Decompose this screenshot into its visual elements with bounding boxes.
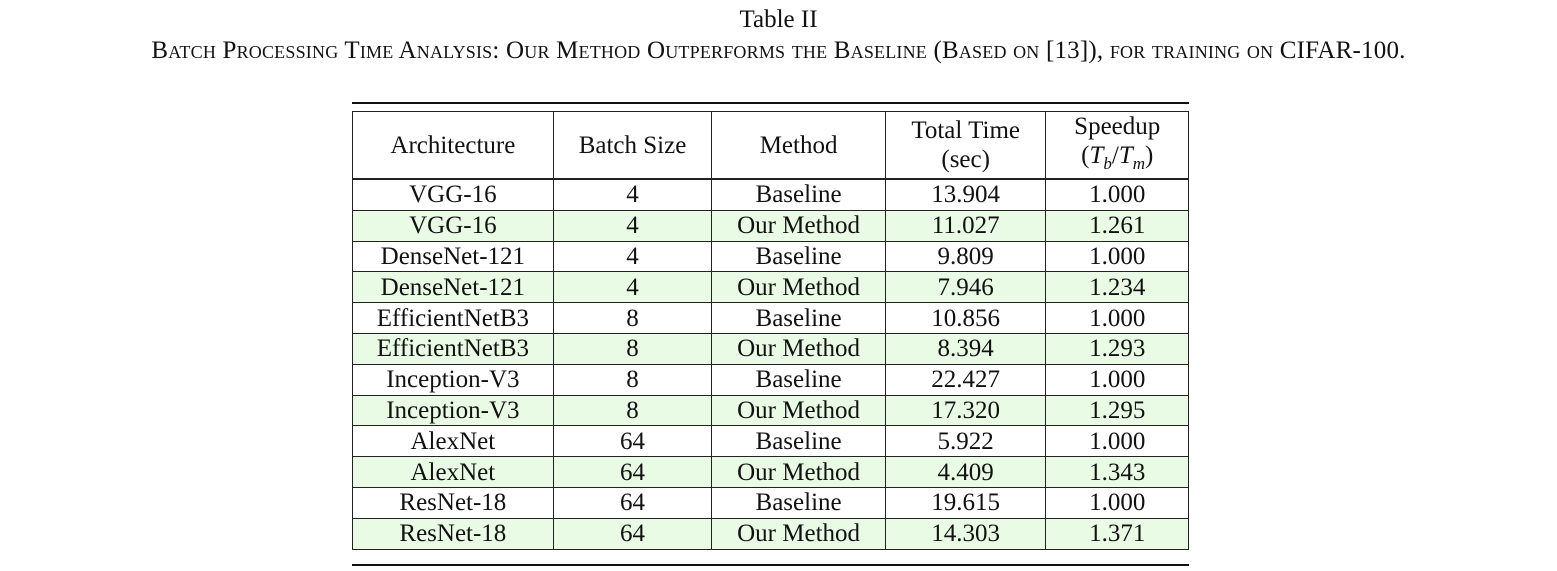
header-total-time-line1: Total Time bbox=[911, 117, 1021, 144]
table-row bbox=[353, 210, 1189, 241]
cell-architecture: ResNet-18 bbox=[353, 518, 554, 549]
formula-slash: / bbox=[1111, 142, 1119, 169]
cell-batch-size: 64 bbox=[553, 457, 712, 488]
cell-batch-size: 64 bbox=[553, 518, 712, 549]
cell-architecture: AlexNet bbox=[353, 457, 554, 488]
cell-method: Baseline bbox=[712, 364, 886, 395]
cell-method: Our Method bbox=[712, 333, 886, 364]
cell-architecture: VGG-16 bbox=[353, 210, 554, 241]
table-row bbox=[353, 180, 1189, 211]
cell-speedup: 1.371 bbox=[1046, 518, 1189, 549]
cell-batch-size: 4 bbox=[553, 272, 712, 303]
header-batch-size: Batch Size bbox=[553, 112, 712, 179]
cell-architecture: AlexNet bbox=[353, 426, 554, 457]
table-row bbox=[353, 272, 1189, 303]
cell-speedup: 1.000 bbox=[1046, 180, 1189, 211]
cell-total-time: 5.922 bbox=[885, 426, 1046, 457]
header-speedup-formula bbox=[1046, 141, 1188, 178]
header-method: Method bbox=[712, 112, 886, 179]
table-row bbox=[353, 457, 1189, 488]
cell-total-time: 14.303 bbox=[885, 518, 1046, 549]
cell-batch-size: 8 bbox=[553, 333, 712, 364]
table-top-rule bbox=[352, 102, 1189, 104]
cell-architecture: ResNet-18 bbox=[353, 487, 554, 518]
cell-total-time: 17.320 bbox=[885, 395, 1046, 426]
table-body bbox=[352, 179, 1189, 550]
table-row bbox=[353, 303, 1189, 334]
cell-method: Baseline bbox=[712, 487, 886, 518]
cell-batch-size: 8 bbox=[553, 303, 712, 334]
header-row bbox=[353, 112, 1189, 179]
header-speedup bbox=[1046, 112, 1189, 179]
cell-total-time: 9.809 bbox=[885, 241, 1046, 272]
cell-speedup: 1.000 bbox=[1046, 487, 1189, 518]
cell-architecture: EfficientNetB3 bbox=[353, 303, 554, 334]
cell-total-time: 11.027 bbox=[885, 210, 1046, 241]
cell-method: Our Method bbox=[712, 395, 886, 426]
cell-total-time: 19.615 bbox=[885, 487, 1046, 518]
formula-open-paren: ( bbox=[1081, 142, 1090, 169]
cell-method: Baseline bbox=[712, 303, 886, 334]
table-header bbox=[352, 111, 1189, 179]
cell-speedup: 1.000 bbox=[1046, 241, 1189, 272]
cell-architecture: VGG-16 bbox=[353, 180, 554, 211]
table-row bbox=[353, 395, 1189, 426]
header-total-time bbox=[885, 112, 1046, 179]
header-speedup-line1: Speedup bbox=[1074, 113, 1161, 140]
table-row bbox=[353, 241, 1189, 272]
cell-total-time: 8.394 bbox=[885, 333, 1046, 364]
table-row bbox=[353, 518, 1189, 549]
cell-batch-size: 8 bbox=[553, 364, 712, 395]
cell-total-time: 10.856 bbox=[885, 303, 1046, 334]
cell-architecture: Inception-V3 bbox=[353, 364, 554, 395]
header-architecture: Architecture bbox=[353, 112, 554, 179]
cell-total-time: 4.409 bbox=[885, 457, 1046, 488]
cell-batch-size: 4 bbox=[553, 210, 712, 241]
cell-speedup: 1.000 bbox=[1046, 364, 1189, 395]
cell-method: Our Method bbox=[712, 457, 886, 488]
formula-t-b: T bbox=[1089, 142, 1104, 169]
table-row bbox=[353, 426, 1189, 457]
cell-speedup: 1.295 bbox=[1046, 395, 1189, 426]
header-total-time-line2: (sec) bbox=[941, 146, 990, 173]
table-caption: Batch Processing Time Analysis: Our Method Outperforms the Baseline (Based on [13]), for training on CIFAR-100. bbox=[151, 37, 1406, 64]
cell-speedup: 1.261 bbox=[1046, 210, 1189, 241]
cell-method: Baseline bbox=[712, 426, 886, 457]
cell-architecture: Inception-V3 bbox=[353, 395, 554, 426]
formula-sub-m: m bbox=[1132, 154, 1145, 173]
cell-architecture: DenseNet-121 bbox=[353, 272, 554, 303]
cell-speedup: 1.293 bbox=[1046, 333, 1189, 364]
cell-architecture: DenseNet-121 bbox=[353, 241, 554, 272]
cell-batch-size: 4 bbox=[553, 241, 712, 272]
cell-method: Our Method bbox=[712, 518, 886, 549]
cell-speedup: 1.343 bbox=[1046, 457, 1189, 488]
cell-speedup: 1.234 bbox=[1046, 272, 1189, 303]
formula-close-paren: ) bbox=[1145, 142, 1154, 169]
table-row bbox=[353, 364, 1189, 395]
cell-speedup: 1.000 bbox=[1046, 426, 1189, 457]
cell-method: Baseline bbox=[712, 241, 886, 272]
table-row bbox=[353, 333, 1189, 364]
formula-sub-b: b bbox=[1103, 154, 1112, 173]
table-row bbox=[353, 487, 1189, 518]
cell-batch-size: 8 bbox=[553, 395, 712, 426]
table-bottom-rule bbox=[352, 564, 1189, 566]
cell-architecture: EfficientNetB3 bbox=[353, 333, 554, 364]
cell-batch-size: 4 bbox=[553, 180, 712, 211]
cell-total-time: 22.427 bbox=[885, 364, 1046, 395]
cell-method: Our Method bbox=[712, 272, 886, 303]
cell-method: Baseline bbox=[712, 180, 886, 211]
table-rows bbox=[353, 180, 1189, 550]
formula-t-m: T bbox=[1118, 142, 1133, 169]
cell-total-time: 13.904 bbox=[885, 180, 1046, 211]
table-label: Table II bbox=[739, 6, 818, 33]
cell-total-time: 7.946 bbox=[885, 272, 1046, 303]
cell-speedup: 1.000 bbox=[1046, 303, 1189, 334]
cell-batch-size: 64 bbox=[553, 487, 712, 518]
cell-method: Our Method bbox=[712, 210, 886, 241]
cell-batch-size: 64 bbox=[553, 426, 712, 457]
